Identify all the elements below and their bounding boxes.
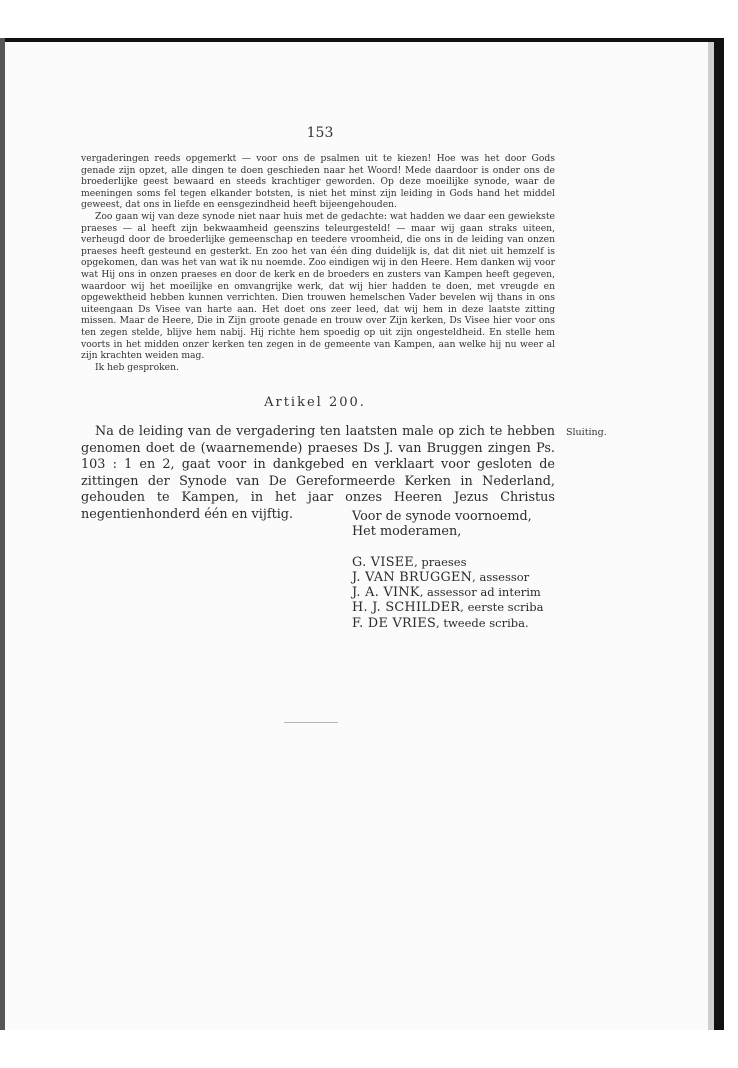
article-paragraph: Na de leiding van de vergadering ten laatsten male op zich te hebben genomen doet de (waarnemende) praeses Ds J. van Bruggen zingen Ps. 103 : 1 en 2, gaat voor in dankgebed en verklaart voor gesloten de zittingen der Synode van De Gereformeerde Kerken in Nederland, gehouden te Kampen, in het jaar onzes Heeren Jezus Christus negentienhonderd één en vijftig. (81, 424, 555, 522)
speech-paragraph-1: vergaderingen reeds opgemerkt — voor ons de psalmen uit te kiezen! Hoe was het door Gods genade zijn opzet, alle dingen te doen geschieden naar het Woord! Mede daardoor is onder ons de broederlijke geest bewaard en steeds krachtiger geworden. Op deze moeilijke synode, waar de meeningen soms fel tegen elkander botsten, is niet het minst zijn leiding in Gods hand het middel geweest, dat ons in liefde en eensgezindheid heeft bijeengehouden. (81, 153, 555, 211)
signatory-4: H. J. SCHILDER, eerste scriba (352, 600, 544, 616)
article-heading: Artikel 200. (264, 395, 366, 410)
signatory-5: F. DE VRIES, tweede scriba. (352, 615, 529, 631)
signatory-3: J. A. VINK, assessor ad interim (352, 585, 541, 601)
speech-paragraph-2: Zoo gaan wij van deze synode niet naar huis met de gedachte: wat hadden we daar een gewiekste praeses — al heeft zijn bekwaamheid geenszins teleurgesteld! — maar wij gaan straks uiteen, verheugd door de broederlijke gemeenschap en teedere vroomheid, die ons in de leiding van onzen praeses heeft gesteund en gesterkt. En zoo het van één ding duidelijk is, dat dit niet uit hemzelf is opgekomen, dan was het van wat ik nu noemde. Zoo eindigen wij in den Heere. Hem danken wij voor wat Hij ons in onzen praeses en door de kerk en de broeders en zusters van Kampen heeft gegeven, waardoor wij het moeilijke en omvangrijke werk, dat wij hier hadden te doen, met vreugde en opgewekthеid hebben kunnen verrichten. Dien trouwen hemelschen Vader bevelen wij thans in ons uiteengaan Ds Visee van harte aan. Het doet ons zeer leed, dat wij hem in deze laatste zitting missen. Maar de Heere, Die in Zijn groote genade en trouw over Zijn kerken, Ds Visee hier voor ons ten zegen stelde, blijve hem nabij. Hij richte hem spoedig op uit zijn ongesteldheid. En stelle hem voorts in het midden onzer kerken ten zegen in de gemeente van Kampen, aan welke hij nu weer al zijn krachten weiden mag. (81, 210, 555, 362)
signatory-2: J. VAN BRUGGEN, assessor (352, 569, 530, 585)
closing-line-1: Voor de synode voornoemd, (352, 509, 532, 524)
closing-gap (352, 540, 572, 555)
margin-note: Sluiting. (566, 427, 607, 438)
signatory-1: G. VISEE, praeses (352, 554, 467, 570)
previous-speech-text (81, 153, 555, 373)
page-number: 153 (306, 125, 334, 141)
end-rule (284, 722, 338, 723)
closing-line-2: Het moderamen, (352, 524, 462, 540)
speech-paragraph-3: Ik heb gesproken. (95, 361, 179, 373)
scan-right-edge (714, 42, 724, 1030)
closing-block (352, 509, 572, 631)
